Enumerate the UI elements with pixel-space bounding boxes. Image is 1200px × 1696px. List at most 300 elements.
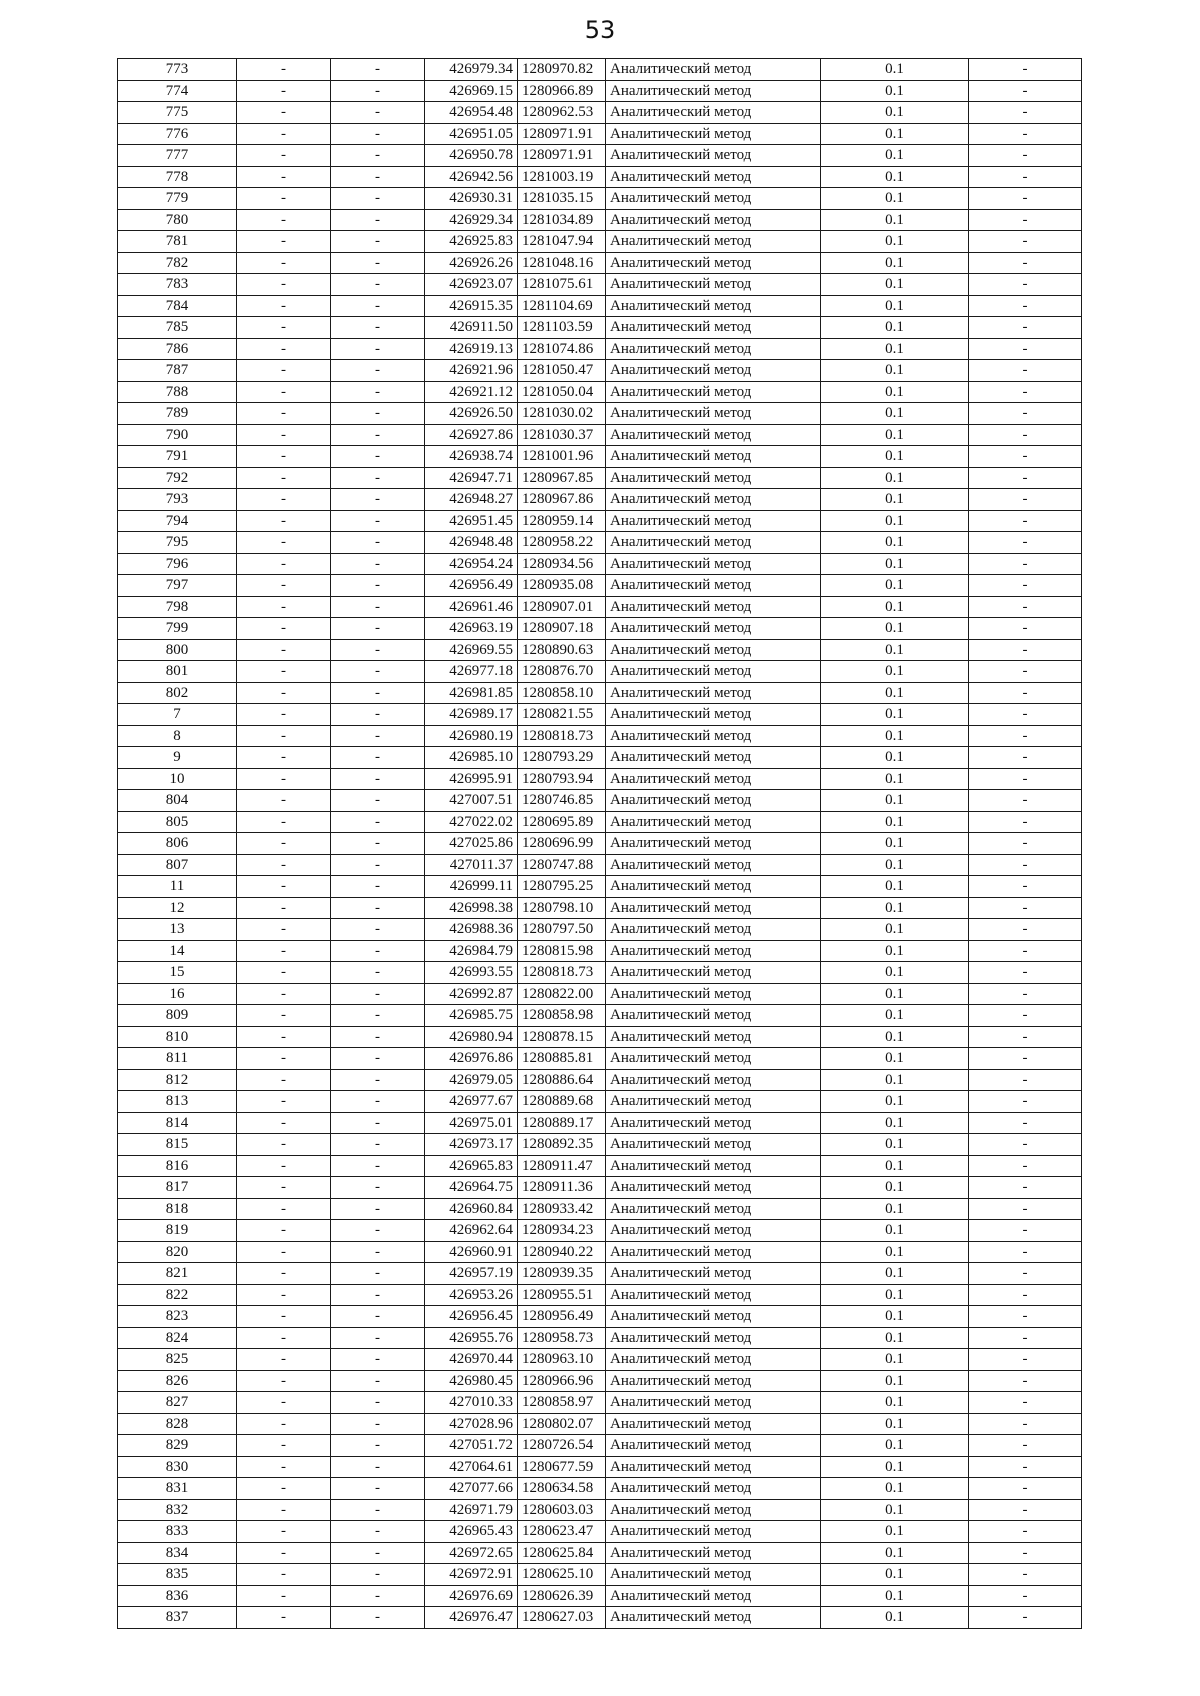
point-number-cell: 791 bbox=[118, 446, 237, 468]
table-row bbox=[118, 682, 1082, 704]
empty-cell: - bbox=[237, 618, 331, 640]
y-coordinate-cell: 1280889.68 bbox=[518, 1091, 606, 1113]
empty-cell: - bbox=[331, 833, 425, 855]
x-coordinate-cell: 427064.61 bbox=[425, 1456, 518, 1478]
method-cell: Аналитический метод bbox=[606, 510, 821, 532]
empty-cell: - bbox=[969, 1112, 1082, 1134]
y-coordinate-cell: 1280955.51 bbox=[518, 1284, 606, 1306]
method-cell: Аналитический метод bbox=[606, 360, 821, 382]
accuracy-cell: 0.1 bbox=[821, 1542, 969, 1564]
empty-cell: - bbox=[331, 145, 425, 167]
table-row bbox=[118, 639, 1082, 661]
table-row bbox=[118, 1220, 1082, 1242]
empty-cell: - bbox=[237, 1413, 331, 1435]
empty-cell: - bbox=[237, 1607, 331, 1629]
method-cell: Аналитический метод bbox=[606, 1327, 821, 1349]
table-row bbox=[118, 1607, 1082, 1629]
empty-cell: - bbox=[237, 1220, 331, 1242]
point-number-cell: 797 bbox=[118, 575, 237, 597]
method-cell: Аналитический метод bbox=[606, 252, 821, 274]
empty-cell: - bbox=[331, 1198, 425, 1220]
accuracy-cell: 0.1 bbox=[821, 424, 969, 446]
x-coordinate-cell: 426925.83 bbox=[425, 231, 518, 253]
y-coordinate-cell: 1280677.59 bbox=[518, 1456, 606, 1478]
method-cell: Аналитический метод bbox=[606, 747, 821, 769]
accuracy-cell: 0.1 bbox=[821, 1263, 969, 1285]
x-coordinate-cell: 426964.75 bbox=[425, 1177, 518, 1199]
empty-cell: - bbox=[237, 596, 331, 618]
point-number-cell: 818 bbox=[118, 1198, 237, 1220]
empty-cell: - bbox=[237, 1435, 331, 1457]
y-coordinate-cell: 1280956.49 bbox=[518, 1306, 606, 1328]
accuracy-cell: 0.1 bbox=[821, 166, 969, 188]
table-row bbox=[118, 661, 1082, 683]
table-row bbox=[118, 80, 1082, 102]
empty-cell: - bbox=[237, 1198, 331, 1220]
empty-cell: - bbox=[331, 424, 425, 446]
point-number-cell: 836 bbox=[118, 1585, 237, 1607]
empty-cell: - bbox=[331, 403, 425, 425]
y-coordinate-cell: 1280940.22 bbox=[518, 1241, 606, 1263]
empty-cell: - bbox=[237, 123, 331, 145]
table-row bbox=[118, 983, 1082, 1005]
x-coordinate-cell: 426979.05 bbox=[425, 1069, 518, 1091]
method-cell: Аналитический метод bbox=[606, 188, 821, 210]
y-coordinate-cell: 1280818.73 bbox=[518, 725, 606, 747]
y-coordinate-cell: 1280958.73 bbox=[518, 1327, 606, 1349]
y-coordinate-cell: 1280967.86 bbox=[518, 489, 606, 511]
method-cell: Аналитический метод bbox=[606, 1198, 821, 1220]
empty-cell: - bbox=[237, 446, 331, 468]
point-number-cell: 827 bbox=[118, 1392, 237, 1414]
empty-cell: - bbox=[331, 1284, 425, 1306]
table-row bbox=[118, 209, 1082, 231]
empty-cell: - bbox=[969, 489, 1082, 511]
empty-cell: - bbox=[969, 1370, 1082, 1392]
empty-cell: - bbox=[237, 983, 331, 1005]
accuracy-cell: 0.1 bbox=[821, 1112, 969, 1134]
empty-cell: - bbox=[331, 1607, 425, 1629]
table-row bbox=[118, 252, 1082, 274]
empty-cell: - bbox=[331, 1177, 425, 1199]
point-number-cell: 11 bbox=[118, 876, 237, 898]
table-row bbox=[118, 1542, 1082, 1564]
empty-cell: - bbox=[237, 833, 331, 855]
point-number-cell: 795 bbox=[118, 532, 237, 554]
point-number-cell: 13 bbox=[118, 919, 237, 941]
accuracy-cell: 0.1 bbox=[821, 1306, 969, 1328]
x-coordinate-cell: 426953.26 bbox=[425, 1284, 518, 1306]
empty-cell: - bbox=[969, 811, 1082, 833]
method-cell: Аналитический метод bbox=[606, 403, 821, 425]
point-number-cell: 14 bbox=[118, 940, 237, 962]
x-coordinate-cell: 426970.44 bbox=[425, 1349, 518, 1371]
empty-cell: - bbox=[331, 1069, 425, 1091]
empty-cell: - bbox=[331, 467, 425, 489]
empty-cell: - bbox=[969, 639, 1082, 661]
x-coordinate-cell: 427022.02 bbox=[425, 811, 518, 833]
point-number-cell: 780 bbox=[118, 209, 237, 231]
empty-cell: - bbox=[969, 768, 1082, 790]
empty-cell: - bbox=[331, 1370, 425, 1392]
method-cell: Аналитический метод bbox=[606, 1413, 821, 1435]
x-coordinate-cell: 426965.83 bbox=[425, 1155, 518, 1177]
method-cell: Аналитический метод bbox=[606, 1091, 821, 1113]
empty-cell: - bbox=[237, 102, 331, 124]
empty-cell: - bbox=[331, 639, 425, 661]
x-coordinate-cell: 426942.56 bbox=[425, 166, 518, 188]
empty-cell: - bbox=[237, 1155, 331, 1177]
empty-cell: - bbox=[331, 919, 425, 941]
method-cell: Аналитический метод bbox=[606, 661, 821, 683]
accuracy-cell: 0.1 bbox=[821, 639, 969, 661]
y-coordinate-cell: 1281048.16 bbox=[518, 252, 606, 274]
empty-cell: - bbox=[237, 553, 331, 575]
empty-cell: - bbox=[969, 166, 1082, 188]
y-coordinate-cell: 1280933.42 bbox=[518, 1198, 606, 1220]
empty-cell: - bbox=[237, 1263, 331, 1285]
empty-cell: - bbox=[969, 145, 1082, 167]
method-cell: Аналитический метод bbox=[606, 618, 821, 640]
accuracy-cell: 0.1 bbox=[821, 145, 969, 167]
method-cell: Аналитический метод bbox=[606, 209, 821, 231]
x-coordinate-cell: 426960.84 bbox=[425, 1198, 518, 1220]
method-cell: Аналитический метод bbox=[606, 833, 821, 855]
x-coordinate-cell: 426998.38 bbox=[425, 897, 518, 919]
y-coordinate-cell: 1280878.15 bbox=[518, 1026, 606, 1048]
method-cell: Аналитический метод bbox=[606, 80, 821, 102]
x-coordinate-cell: 426919.13 bbox=[425, 338, 518, 360]
y-coordinate-cell: 1280970.82 bbox=[518, 59, 606, 81]
y-coordinate-cell: 1281003.19 bbox=[518, 166, 606, 188]
table-row bbox=[118, 1327, 1082, 1349]
x-coordinate-cell: 426954.24 bbox=[425, 553, 518, 575]
x-coordinate-cell: 426965.43 bbox=[425, 1521, 518, 1543]
empty-cell: - bbox=[969, 940, 1082, 962]
accuracy-cell: 0.1 bbox=[821, 252, 969, 274]
empty-cell: - bbox=[969, 1306, 1082, 1328]
table-row bbox=[118, 1349, 1082, 1371]
method-cell: Аналитический метод bbox=[606, 1177, 821, 1199]
empty-cell: - bbox=[331, 596, 425, 618]
x-coordinate-cell: 426951.05 bbox=[425, 123, 518, 145]
x-coordinate-cell: 426927.86 bbox=[425, 424, 518, 446]
y-coordinate-cell: 1281001.96 bbox=[518, 446, 606, 468]
accuracy-cell: 0.1 bbox=[821, 704, 969, 726]
method-cell: Аналитический метод bbox=[606, 897, 821, 919]
accuracy-cell: 0.1 bbox=[821, 575, 969, 597]
page-number: 53 bbox=[584, 16, 616, 44]
y-coordinate-cell: 1281050.47 bbox=[518, 360, 606, 382]
method-cell: Аналитический метод bbox=[606, 166, 821, 188]
point-number-cell: 837 bbox=[118, 1607, 237, 1629]
x-coordinate-cell: 427051.72 bbox=[425, 1435, 518, 1457]
table-row bbox=[118, 811, 1082, 833]
empty-cell: - bbox=[969, 897, 1082, 919]
x-coordinate-cell: 426977.67 bbox=[425, 1091, 518, 1113]
empty-cell: - bbox=[331, 1435, 425, 1457]
point-number-cell: 786 bbox=[118, 338, 237, 360]
table-row bbox=[118, 338, 1082, 360]
y-coordinate-cell: 1280958.22 bbox=[518, 532, 606, 554]
table-row bbox=[118, 1005, 1082, 1027]
empty-cell: - bbox=[969, 510, 1082, 532]
point-number-cell: 785 bbox=[118, 317, 237, 339]
accuracy-cell: 0.1 bbox=[821, 403, 969, 425]
point-number-cell: 12 bbox=[118, 897, 237, 919]
empty-cell: - bbox=[237, 1499, 331, 1521]
point-number-cell: 804 bbox=[118, 790, 237, 812]
accuracy-cell: 0.1 bbox=[821, 1198, 969, 1220]
table-row bbox=[118, 317, 1082, 339]
method-cell: Аналитический метод bbox=[606, 338, 821, 360]
accuracy-cell: 0.1 bbox=[821, 1349, 969, 1371]
table-row bbox=[118, 575, 1082, 597]
empty-cell: - bbox=[331, 725, 425, 747]
method-cell: Аналитический метод bbox=[606, 1241, 821, 1263]
y-coordinate-cell: 1280971.91 bbox=[518, 145, 606, 167]
point-number-cell: 810 bbox=[118, 1026, 237, 1048]
table-row bbox=[118, 704, 1082, 726]
empty-cell: - bbox=[237, 725, 331, 747]
table-row bbox=[118, 1306, 1082, 1328]
table-row bbox=[118, 725, 1082, 747]
empty-cell: - bbox=[237, 919, 331, 941]
accuracy-cell: 0.1 bbox=[821, 1392, 969, 1414]
accuracy-cell: 0.1 bbox=[821, 661, 969, 683]
empty-cell: - bbox=[969, 704, 1082, 726]
empty-cell: - bbox=[237, 1091, 331, 1113]
x-coordinate-cell: 426957.19 bbox=[425, 1263, 518, 1285]
accuracy-cell: 0.1 bbox=[821, 1370, 969, 1392]
point-number-cell: 782 bbox=[118, 252, 237, 274]
empty-cell: - bbox=[237, 1456, 331, 1478]
empty-cell: - bbox=[237, 295, 331, 317]
x-coordinate-cell: 426955.76 bbox=[425, 1327, 518, 1349]
x-coordinate-cell: 426973.17 bbox=[425, 1134, 518, 1156]
x-coordinate-cell: 426960.91 bbox=[425, 1241, 518, 1263]
empty-cell: - bbox=[969, 1456, 1082, 1478]
point-number-cell: 814 bbox=[118, 1112, 237, 1134]
empty-cell: - bbox=[237, 897, 331, 919]
point-number-cell: 778 bbox=[118, 166, 237, 188]
point-number-cell: 790 bbox=[118, 424, 237, 446]
table-row bbox=[118, 1263, 1082, 1285]
y-coordinate-cell: 1280793.94 bbox=[518, 768, 606, 790]
method-cell: Аналитический метод bbox=[606, 725, 821, 747]
empty-cell: - bbox=[237, 360, 331, 382]
accuracy-cell: 0.1 bbox=[821, 919, 969, 941]
empty-cell: - bbox=[969, 532, 1082, 554]
empty-cell: - bbox=[237, 59, 331, 81]
x-coordinate-cell: 426995.91 bbox=[425, 768, 518, 790]
point-number-cell: 773 bbox=[118, 59, 237, 81]
method-cell: Аналитический метод bbox=[606, 1134, 821, 1156]
x-coordinate-cell: 426989.17 bbox=[425, 704, 518, 726]
empty-cell: - bbox=[331, 790, 425, 812]
x-coordinate-cell: 426976.86 bbox=[425, 1048, 518, 1070]
accuracy-cell: 0.1 bbox=[821, 532, 969, 554]
accuracy-cell: 0.1 bbox=[821, 102, 969, 124]
accuracy-cell: 0.1 bbox=[821, 876, 969, 898]
x-coordinate-cell: 426926.26 bbox=[425, 252, 518, 274]
empty-cell: - bbox=[237, 1005, 331, 1027]
method-cell: Аналитический метод bbox=[606, 790, 821, 812]
method-cell: Аналитический метод bbox=[606, 1499, 821, 1521]
point-number-cell: 805 bbox=[118, 811, 237, 833]
y-coordinate-cell: 1280967.85 bbox=[518, 467, 606, 489]
accuracy-cell: 0.1 bbox=[821, 381, 969, 403]
empty-cell: - bbox=[331, 1392, 425, 1414]
x-coordinate-cell: 426980.94 bbox=[425, 1026, 518, 1048]
method-cell: Аналитический метод bbox=[606, 1392, 821, 1414]
empty-cell: - bbox=[969, 1499, 1082, 1521]
x-coordinate-cell: 426921.96 bbox=[425, 360, 518, 382]
method-cell: Аналитический метод bbox=[606, 876, 821, 898]
empty-cell: - bbox=[969, 1564, 1082, 1586]
table-row bbox=[118, 1134, 1082, 1156]
table-row bbox=[118, 940, 1082, 962]
empty-cell: - bbox=[969, 1241, 1082, 1263]
method-cell: Аналитический метод bbox=[606, 1349, 821, 1371]
empty-cell: - bbox=[331, 1091, 425, 1113]
accuracy-cell: 0.1 bbox=[821, 1607, 969, 1629]
y-coordinate-cell: 1281030.37 bbox=[518, 424, 606, 446]
x-coordinate-cell: 426915.35 bbox=[425, 295, 518, 317]
empty-cell: - bbox=[237, 1069, 331, 1091]
method-cell: Аналитический метод bbox=[606, 446, 821, 468]
table-row bbox=[118, 489, 1082, 511]
table-row bbox=[118, 166, 1082, 188]
y-coordinate-cell: 1280747.88 bbox=[518, 854, 606, 876]
empty-cell: - bbox=[237, 940, 331, 962]
point-number-cell: 819 bbox=[118, 1220, 237, 1242]
x-coordinate-cell: 426962.64 bbox=[425, 1220, 518, 1242]
empty-cell: - bbox=[969, 102, 1082, 124]
accuracy-cell: 0.1 bbox=[821, 1456, 969, 1478]
y-coordinate-cell: 1281074.86 bbox=[518, 338, 606, 360]
accuracy-cell: 0.1 bbox=[821, 790, 969, 812]
method-cell: Аналитический метод bbox=[606, 919, 821, 941]
y-coordinate-cell: 1281034.89 bbox=[518, 209, 606, 231]
empty-cell: - bbox=[331, 768, 425, 790]
empty-cell: - bbox=[969, 1220, 1082, 1242]
table-row bbox=[118, 919, 1082, 941]
empty-cell: - bbox=[969, 790, 1082, 812]
empty-cell: - bbox=[969, 1069, 1082, 1091]
empty-cell: - bbox=[331, 1478, 425, 1500]
table-row bbox=[118, 1155, 1082, 1177]
table-body bbox=[118, 59, 1082, 1629]
point-number-cell: 788 bbox=[118, 381, 237, 403]
empty-cell: - bbox=[331, 618, 425, 640]
empty-cell: - bbox=[969, 1607, 1082, 1629]
empty-cell: - bbox=[969, 338, 1082, 360]
y-coordinate-cell: 1281050.04 bbox=[518, 381, 606, 403]
empty-cell: - bbox=[969, 446, 1082, 468]
table-row bbox=[118, 188, 1082, 210]
empty-cell: - bbox=[969, 317, 1082, 339]
empty-cell: - bbox=[331, 1564, 425, 1586]
empty-cell: - bbox=[969, 833, 1082, 855]
x-coordinate-cell: 426930.31 bbox=[425, 188, 518, 210]
accuracy-cell: 0.1 bbox=[821, 1413, 969, 1435]
y-coordinate-cell: 1280695.89 bbox=[518, 811, 606, 833]
empty-cell: - bbox=[969, 1327, 1082, 1349]
y-coordinate-cell: 1280890.63 bbox=[518, 639, 606, 661]
x-coordinate-cell: 426929.34 bbox=[425, 209, 518, 231]
empty-cell: - bbox=[237, 145, 331, 167]
y-coordinate-cell: 1280802.07 bbox=[518, 1413, 606, 1435]
accuracy-cell: 0.1 bbox=[821, 338, 969, 360]
x-coordinate-cell: 426938.74 bbox=[425, 446, 518, 468]
empty-cell: - bbox=[237, 811, 331, 833]
y-coordinate-cell: 1280623.47 bbox=[518, 1521, 606, 1543]
point-number-cell: 796 bbox=[118, 553, 237, 575]
point-number-cell: 821 bbox=[118, 1263, 237, 1285]
y-coordinate-cell: 1280746.85 bbox=[518, 790, 606, 812]
accuracy-cell: 0.1 bbox=[821, 80, 969, 102]
point-number-cell: 835 bbox=[118, 1564, 237, 1586]
x-coordinate-cell: 427077.66 bbox=[425, 1478, 518, 1500]
x-coordinate-cell: 426972.65 bbox=[425, 1542, 518, 1564]
accuracy-cell: 0.1 bbox=[821, 59, 969, 81]
x-coordinate-cell: 426977.18 bbox=[425, 661, 518, 683]
x-coordinate-cell: 426992.87 bbox=[425, 983, 518, 1005]
x-coordinate-cell: 426999.11 bbox=[425, 876, 518, 898]
method-cell: Аналитический метод bbox=[606, 1284, 821, 1306]
empty-cell: - bbox=[237, 854, 331, 876]
point-number-cell: 801 bbox=[118, 661, 237, 683]
empty-cell: - bbox=[331, 166, 425, 188]
point-number-cell: 794 bbox=[118, 510, 237, 532]
method-cell: Аналитический метод bbox=[606, 1456, 821, 1478]
empty-cell: - bbox=[969, 1542, 1082, 1564]
accuracy-cell: 0.1 bbox=[821, 1134, 969, 1156]
point-number-cell: 775 bbox=[118, 102, 237, 124]
x-coordinate-cell: 426980.45 bbox=[425, 1370, 518, 1392]
empty-cell: - bbox=[331, 102, 425, 124]
empty-cell: - bbox=[969, 983, 1082, 1005]
empty-cell: - bbox=[331, 80, 425, 102]
method-cell: Аналитический метод bbox=[606, 704, 821, 726]
accuracy-cell: 0.1 bbox=[821, 897, 969, 919]
point-number-cell: 774 bbox=[118, 80, 237, 102]
empty-cell: - bbox=[331, 1263, 425, 1285]
x-coordinate-cell: 426975.01 bbox=[425, 1112, 518, 1134]
empty-cell: - bbox=[331, 295, 425, 317]
empty-cell: - bbox=[969, 575, 1082, 597]
point-number-cell: 809 bbox=[118, 1005, 237, 1027]
empty-cell: - bbox=[331, 1521, 425, 1543]
empty-cell: - bbox=[237, 1564, 331, 1586]
method-cell: Аналитический метод bbox=[606, 317, 821, 339]
x-coordinate-cell: 426951.45 bbox=[425, 510, 518, 532]
empty-cell: - bbox=[969, 1198, 1082, 1220]
table-row bbox=[118, 1392, 1082, 1414]
method-cell: Аналитический метод bbox=[606, 1564, 821, 1586]
accuracy-cell: 0.1 bbox=[821, 940, 969, 962]
point-number-cell: 828 bbox=[118, 1413, 237, 1435]
empty-cell: - bbox=[331, 661, 425, 683]
table-row bbox=[118, 1435, 1082, 1457]
y-coordinate-cell: 1280858.98 bbox=[518, 1005, 606, 1027]
table-row bbox=[118, 1112, 1082, 1134]
empty-cell: - bbox=[331, 553, 425, 575]
y-coordinate-cell: 1280818.73 bbox=[518, 962, 606, 984]
method-cell: Аналитический метод bbox=[606, 639, 821, 661]
point-number-cell: 787 bbox=[118, 360, 237, 382]
